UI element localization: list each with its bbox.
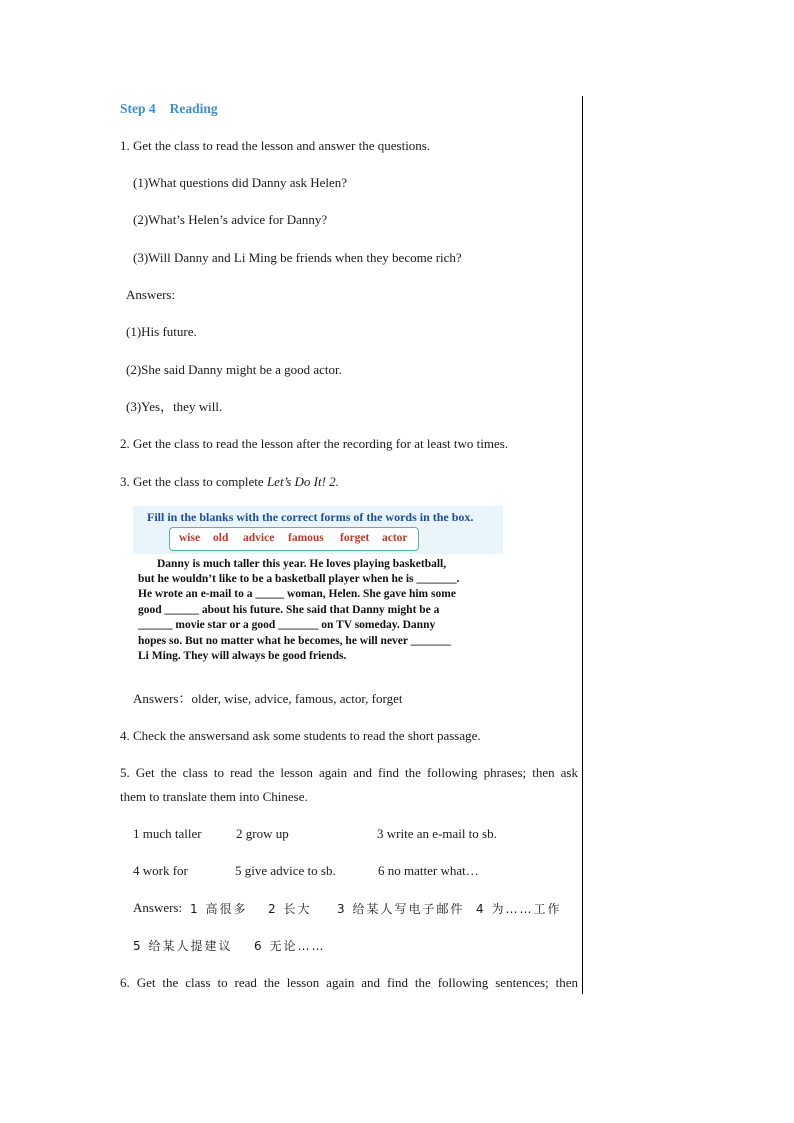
exercise-header bbox=[133, 506, 503, 554]
cn-answer: 5 给某人提建议 bbox=[133, 939, 233, 953]
passage-line: but he wouldn’t like to be a basketball player when he is _______. bbox=[138, 573, 460, 585]
word-box bbox=[169, 527, 419, 551]
passage-line: good ______ about his future. She said that Danny might be a bbox=[138, 604, 440, 616]
word-item: old bbox=[213, 532, 229, 544]
phrase-1: 1 much taller bbox=[133, 826, 202, 841]
phrase-3: 3 write an e-mail to sb. bbox=[377, 826, 497, 841]
item-3-prefix: 3. Get the class to complete bbox=[120, 474, 267, 489]
phrase-5: 5 give advice to sb. bbox=[235, 863, 336, 878]
cn-answer: 3 给某人写电子邮件 bbox=[337, 902, 465, 916]
question-3: (3)Will Danny and Li Ming be friends when they become rich? bbox=[133, 250, 462, 265]
passage-line: Li Ming. They will always be good friends. bbox=[138, 650, 347, 662]
exercise-image bbox=[133, 506, 503, 668]
word-item: advice bbox=[243, 532, 275, 544]
step-label: Step 4 bbox=[120, 101, 156, 116]
item-2-text: 2. Get the class to read the lesson after the recording for at least two times. bbox=[120, 436, 509, 451]
passage-line: Danny is much taller this year. He loves playing basketball, bbox=[157, 558, 447, 570]
answer-1: (1)His future. bbox=[126, 324, 197, 339]
passage-line: He wrote an e-mail to a _____ woman, Helen. She gave him some bbox=[138, 588, 456, 600]
word-item: actor bbox=[382, 532, 408, 544]
answers-label: Answers: bbox=[126, 287, 176, 302]
passage-line: ______ movie star or a good _______ on TV someday. Danny bbox=[138, 619, 436, 631]
item-3-title: Let’s Do It! 2. bbox=[266, 474, 339, 489]
answer-3: (3)Yes，they will. bbox=[126, 399, 223, 414]
item-3-text bbox=[120, 474, 339, 490]
question-2: (2)What’s Helen’s advice for Danny? bbox=[133, 212, 328, 227]
word-item: famous bbox=[288, 532, 324, 544]
cn-answer: 2 长大 bbox=[268, 902, 312, 916]
cn-answer: 1 高很多 bbox=[190, 902, 248, 916]
item-6-text: 6. Get the class to read the lesson again and find the following sentences; then bbox=[120, 975, 578, 990]
item-5-line-2: them to translate them into Chinese. bbox=[120, 789, 308, 804]
question-1: (1)What questions did Danny ask Helen? bbox=[133, 175, 348, 190]
phrase-4: 4 work for bbox=[133, 863, 188, 878]
step-title: Reading bbox=[169, 101, 218, 116]
answer-2: (2)She said Danny might be a good actor. bbox=[126, 362, 342, 377]
item-4-text: 4. Check the answersand ask some students to read the short passage. bbox=[120, 728, 481, 743]
phrase-2: 2 grow up bbox=[236, 826, 289, 841]
cn-answer: 6 无论…… bbox=[254, 939, 326, 953]
word-item: forget bbox=[340, 532, 370, 544]
table-border-right bbox=[582, 96, 583, 994]
passage-line: hopes so. But no matter what he becomes, he will never _______ bbox=[138, 635, 451, 647]
exercise-instruction: Fill in the blanks with the correct forms of the words in the box. bbox=[147, 510, 474, 524]
phrase-6: 6 no matter what… bbox=[378, 863, 479, 878]
cn-answer: 4 为……工作 bbox=[476, 902, 562, 916]
item-5-line-1: 5. Get the class to read the lesson again and find the following phrases; then ask bbox=[120, 765, 578, 780]
item-1-text: 1. Get the class to read the lesson and answer the questions. bbox=[120, 138, 431, 153]
word-item: wise bbox=[179, 532, 201, 544]
item-5-answers-label: Answers: bbox=[133, 900, 183, 915]
step-heading bbox=[120, 101, 218, 117]
item-3-answers: Answers：older, wise, advice, famous, actor, forget bbox=[133, 691, 403, 706]
